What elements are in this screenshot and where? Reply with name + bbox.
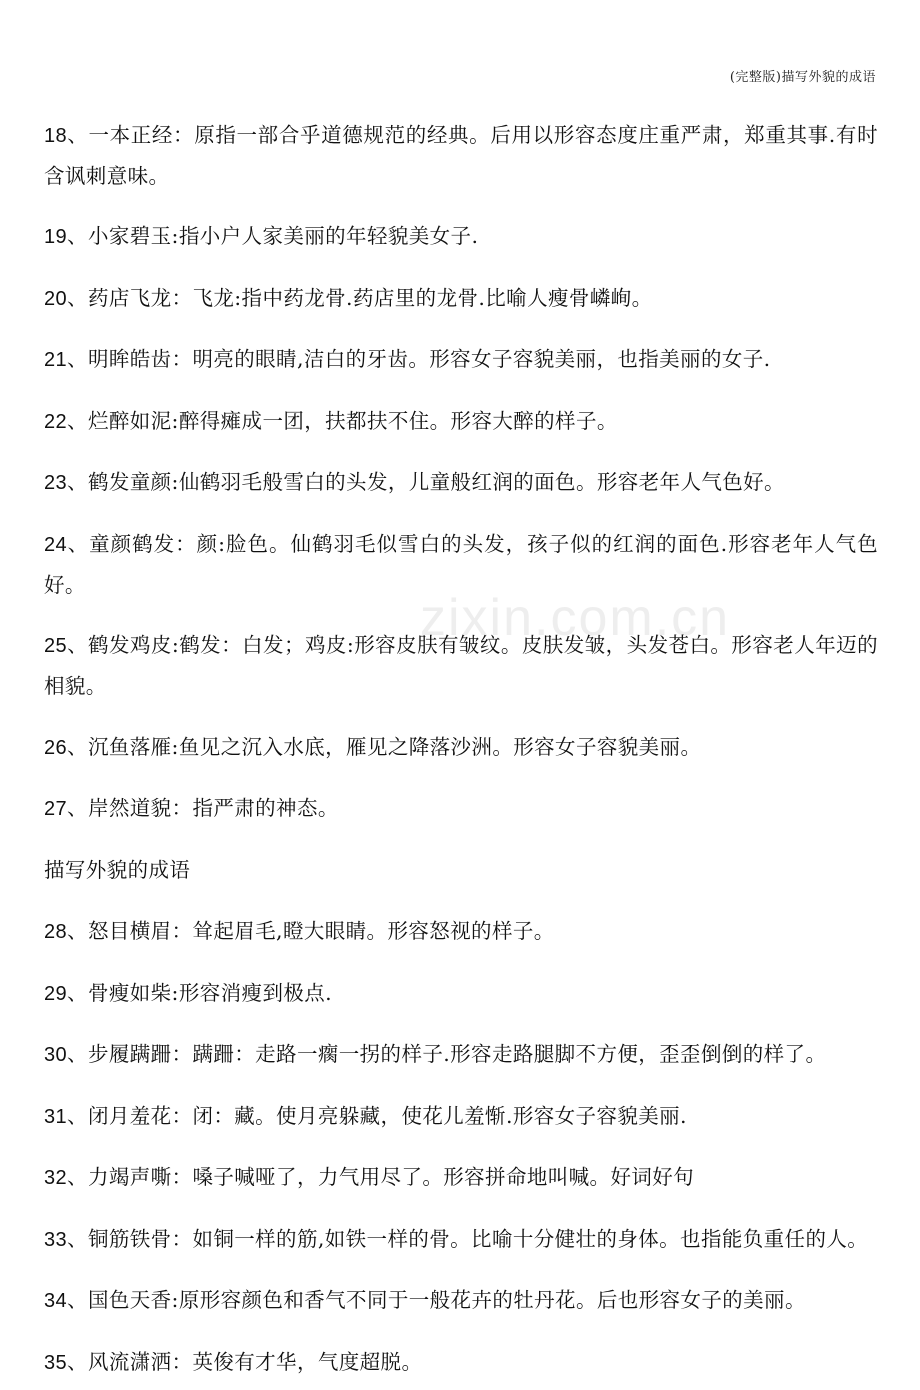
entry-number: 21 [44, 349, 68, 371]
idiom-entry [44, 401, 878, 442]
entry-text: 、国色天香:原形容颜色和香气不同于一般花卉的牡丹花。后也形容女子的美丽。 [67, 1288, 806, 1312]
entry-number: 33 [44, 1228, 68, 1251]
entry-number: 19 [44, 226, 68, 248]
entry-text: 、烂醉如泥:醉得瘫成一团，扶都扶不住。形容大醉的样子。 [67, 408, 618, 433]
entry-number: 31 [44, 1105, 68, 1128]
idiom-entry [44, 911, 878, 952]
running-header: (完整版)描写外貌的成语 [729, 70, 876, 85]
idiom-entry [44, 973, 878, 1014]
entry-text: 、风流潇洒：英俊有才华，气度超脱。 [67, 1349, 423, 1374]
entry-number: 22 [44, 410, 68, 433]
entry-number: 26 [44, 736, 68, 759]
idiom-entry [44, 625, 878, 706]
entry-text: 描写外貌的成语 [44, 857, 191, 882]
entry-text: 、沉鱼落雁:鱼见之沉入水底，雁见之降落沙洲。形容女子容貌美丽。 [67, 734, 702, 759]
entry-text: 、药店飞龙：飞龙:指中药龙骨.药店里的龙骨.比喻人瘦骨嶙峋。 [67, 285, 653, 310]
idiom-entry [44, 278, 878, 319]
entry-number: 27 [44, 798, 68, 820]
idiom-entry [44, 727, 878, 768]
watermark: zixin.com.cn [420, 589, 731, 647]
entry-number: 29 [44, 982, 68, 1005]
entry-text: 、铜筋铁骨：如铜一样的筋,如铁一样的骨。比喻十分健壮的身体。也指能负重任的人。 [67, 1226, 869, 1251]
idiom-entry [44, 1342, 878, 1383]
section-heading [44, 850, 878, 891]
entry-text: 、步履蹒跚：蹒跚：走路一瘸一拐的样子.形容走路腿脚不方便，歪歪倒倒的样了。 [67, 1042, 827, 1066]
idiom-entry [44, 1219, 878, 1260]
entry-number: 35 [44, 1351, 68, 1374]
entry-text: 、闭月羞花：闭：藏。使月亮躲藏，使花儿羞惭.形容女子容貌美丽. [67, 1103, 687, 1128]
entry-text: 、骨瘦如柴:形容消瘦到极点. [67, 980, 333, 1005]
entry-text: 、力竭声嘶：嗓子喊哑了，力气用尽了。形容拼命地叫喊。好词好句 [67, 1165, 695, 1189]
idiom-entry [44, 788, 878, 829]
entry-text: 、岸然道貌：指严肃的神态。 [67, 796, 339, 820]
entry-text: 、童颜鹤发：颜:脸色。仙鹤羽毛似雪白的头发，孩子似的红润的面色.形容老年人气色好。 [44, 531, 878, 597]
idiom-entry [44, 339, 878, 380]
entry-number: 25 [44, 635, 68, 657]
entry-text: 、一本正经：原指一部合乎道德规范的经典。后用以形容态度庄重严肃，郑重其事.有时含讽刺意味。 [44, 122, 878, 188]
idiom-entry [44, 115, 878, 196]
entry-text: 、小家碧玉:指小户人家美丽的年轻貌美女子. [67, 224, 479, 248]
entry-text: 、怒目横眉：耸起眉毛,瞪大眼睛。形容怒视的样子。 [67, 919, 555, 943]
idiom-entry [44, 524, 878, 605]
entry-number: 18 [44, 124, 68, 147]
entry-number: 24 [44, 533, 68, 556]
idiom-entry [44, 1157, 878, 1198]
entry-text: 、鹤发童颜:仙鹤羽毛般雪白的头发，儿童般红润的面色。形容老年人气色好。 [67, 470, 785, 494]
idiom-entry [44, 1034, 878, 1075]
idiom-entry [44, 1280, 878, 1321]
entry-number: 23 [44, 472, 68, 494]
idiom-entry [44, 216, 878, 257]
entry-number: 30 [44, 1044, 68, 1066]
idiom-entry [44, 462, 878, 503]
entry-number: 34 [44, 1290, 68, 1312]
entry-number: 20 [44, 287, 68, 310]
idiom-list [44, 94, 878, 1390]
idiom-entry [44, 1096, 878, 1137]
entry-number: 32 [44, 1167, 68, 1189]
entry-text: 、鹤发鸡皮:鹤发：白发；鸡皮:形容皮肤有皱纹。皮肤发皱，头发苍白。形容老人年迈的相貌。 [44, 633, 878, 698]
entry-number: 28 [44, 921, 68, 943]
entry-text: 、明眸皓齿：明亮的眼睛,洁白的牙齿。形容女子容貌美丽，也指美丽的女子. [67, 347, 771, 371]
